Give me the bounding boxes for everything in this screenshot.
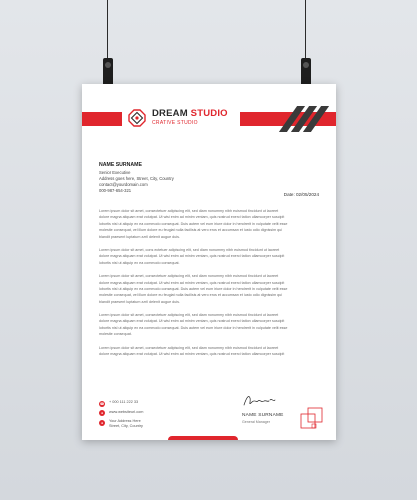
paragraph-line: Lorem ipsum dolor sit amet, consectetuer adipiscing elit, sed diam nonummy nibh euismod tincidunt ut laoreet — [99, 274, 279, 279]
paragraph-line: blandit praesent luptatum zzril delenit augue duis. — [99, 234, 180, 239]
binder-clip-right — [301, 58, 311, 86]
paragraph-line: dolore magna aliquam erat volutpat. Ut wisi enim ad minim veniam, quis nostrud exerci tation ullamcorper suscipit — [99, 254, 285, 259]
paragraph-line: molestie consequat. — [99, 332, 132, 337]
paragraph-line: dolore magna aliquam erat volutpat. Ut wisi enim ad minim veniam, quis nostrud exerci tation ullamcorper suscipit — [99, 319, 285, 324]
letter-date: Date: 02/05/2024 — [283, 192, 319, 197]
paragraph-line: lobortis nisl ut aliquip ex ea commodo consequat. Duis autem vel eum iriure dolor in hendrerit in vulputate velit esse — [99, 286, 288, 291]
paragraph-line: Lorem ipsum dolor sit amet, cons ectetuer adipiscing elit, sed diam nonummy nibh euismod tincidunt ut laoreet — [99, 247, 280, 252]
recipient-block — [99, 162, 174, 195]
paragraph — [99, 273, 319, 305]
paragraph-line: molestie consequat, vel illum dolore eu feugiat nulla facilisis at vero eros et accumsan et iusto odio dignissim qui — [99, 228, 283, 233]
location-icon: ● — [100, 420, 104, 425]
contact-phone: + 000 111 222 33 — [109, 400, 139, 404]
paragraph-line: Lorem ipsum dolor sit amet, consectetuer adipiscing elit, sed diam nonummy nibh euismod tincidunt ut laoreet — [99, 345, 279, 350]
contact-address-row — [99, 419, 143, 429]
footer-accent-tab — [168, 436, 238, 440]
brand-tagline: CRATIVE STUDIO — [152, 120, 198, 126]
paragraph-line: dolore magna aliquam erat volutpat. Ut wisi enim ad minim veniam, quis nostrud exerci tation ullamcorper suscipit — [99, 215, 285, 220]
handwritten-signature — [242, 394, 282, 408]
paragraph — [99, 208, 319, 240]
contact-block — [99, 400, 143, 429]
paragraph-line: molestie consequat, vel illum dolore eu feugiat nulla facilisis at vero eros et accumsan et iusto odio dignissim qui — [99, 293, 283, 298]
paragraph — [99, 247, 319, 266]
letterhead-sheet — [82, 84, 336, 440]
binder-clip-left — [103, 58, 113, 86]
paragraph-line: dolore magna aliquam erat volutpat. Ut wisi enim ad minim veniam, quis nostrud exerci tation ullamcorper suscipit — [99, 352, 285, 357]
contact-website-row — [99, 410, 143, 420]
paragraph-line: dolore magna aliquam erat volutpat. Ut wisi enim ad minim veniam, quis nostrud exerci tation ullamcorper suscipit — [99, 280, 285, 285]
letter-body — [99, 208, 319, 364]
contact-address-line2: Street, City, Country — [109, 423, 143, 428]
globe-icon: ● — [100, 411, 104, 415]
recipient-name: NAME SURNAME — [99, 162, 142, 168]
signatory-name: NAME SURNAME — [242, 413, 284, 418]
paragraph — [99, 312, 319, 338]
phone-icon: ☎ — [99, 401, 105, 406]
brand-name: DREAM STUDIO — [152, 108, 228, 119]
recipient-address: Address goes here, Street, City, Country — [99, 175, 174, 181]
contact-address — [109, 419, 143, 428]
header-bar-left — [82, 112, 122, 126]
recipient-title: Senior Executive — [99, 169, 131, 175]
paragraph-line: lobortis nisl ut aliquip ex ea commodo consequat. Duis autem vel eum iriure dolor in hendrerit in vulputate velit esse — [99, 221, 288, 226]
paragraph — [99, 345, 319, 358]
paragraph-line: Lorem ipsum dolor sit amet, consectetuer adipiscing elit, sed diam nonummy nibh euismod tincidunt ut laoreet — [99, 209, 279, 213]
paragraph-line: lobortis nisl ut aliquip ex ea commodo consequat. Duis autem vel eum iriure dolor in hendrerit in vulputate velit esse — [99, 325, 288, 330]
recipient-email: contact@yourdomain.com — [99, 182, 148, 188]
contact-website: www.websiteurl.com — [109, 409, 144, 414]
hanging-wire-right — [305, 0, 306, 60]
decorative-squares — [299, 406, 325, 432]
paragraph-line: blandit praesent luptatum zzril delenit augue duis. — [99, 299, 180, 304]
contact-phone-row — [99, 400, 143, 410]
signatory-role: General Manager — [242, 420, 270, 424]
octagon-logo-icon — [128, 109, 146, 127]
hanging-wire-left — [107, 0, 108, 60]
recipient-phone: 000-987-654-321 — [99, 188, 132, 194]
paragraph-line: lobortis nisl ut aliquip ex ea commodo consequat. — [99, 260, 180, 265]
contact-address-line1: Your Address Here — [109, 419, 141, 423]
paragraph-line: Lorem ipsum dolor sit amet, consectetuer adipiscing elit, sed diam nonummy nibh euismod tincidunt ut laoreet — [99, 313, 279, 318]
